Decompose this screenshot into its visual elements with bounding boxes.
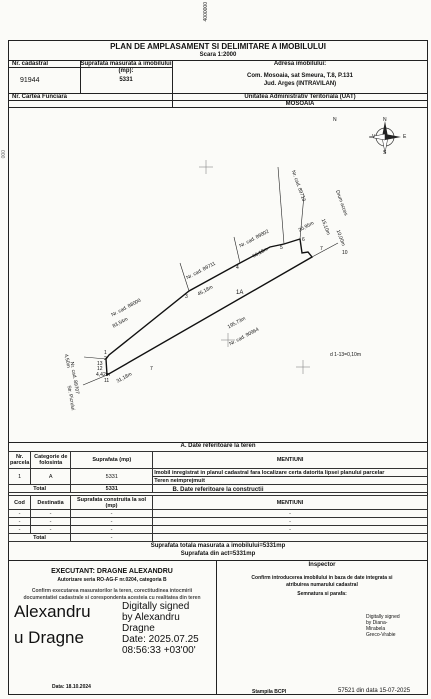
stampila-label: Stampila BCPI: [252, 689, 287, 695]
table-cell: -: [31, 510, 71, 518]
label-drum-acces: Drum acces: [333, 189, 349, 217]
nr-cadastral-label: Nr. cadastral: [12, 61, 49, 67]
label-dist-20-95: 20,95m: [297, 220, 316, 234]
inspector-title: Inspector: [308, 562, 336, 568]
point-13: 13: [97, 361, 103, 367]
grid-crosshair: [199, 160, 213, 174]
point-6: 6: [302, 237, 305, 243]
page-title: PLAN DE AMPLASAMENT SI DELIMITARE A IMOBILULUI: [110, 42, 326, 51]
grid-coordinate-top: 4000000: [203, 2, 209, 22]
parcel-outline: [106, 239, 312, 375]
compass-east-label: E: [403, 134, 407, 140]
label-dist-10-00: 10,00m: [334, 229, 347, 247]
executant-confirm-line1: Confirm executarea masuratorilor la teren, corectitudinea intocmirii: [31, 588, 193, 594]
label-cad-90964: Nr. cad. 90964: [228, 326, 261, 348]
table-cell: -: [31, 526, 71, 534]
table-header: Suprafata construita la sol (mp): [71, 496, 153, 510]
signature-name-line1: Alexandru: [14, 602, 91, 621]
inspector-confirm-line1: Confirm introducerea imobilului in baza de date integrata si: [251, 575, 393, 581]
table-header: Categorie de folosinta: [31, 452, 71, 469]
label-dist-83-54: 83,54m: [111, 316, 130, 330]
label-str-picrului: Str. Picrului: [65, 385, 76, 411]
table-cell: -: [153, 510, 428, 518]
point-1: 1: [104, 350, 107, 356]
label-cad-89707: Nr. cad. 89707: [68, 361, 81, 395]
inspector-signature-label: Semnatura si parafa:: [297, 591, 347, 597]
table-cell: -: [71, 534, 153, 542]
label-dist-45-18: 45,18m: [196, 284, 215, 298]
label-cad-88000: Nr. cad. 88000: [110, 297, 143, 319]
uat-value: MOSOAIA: [285, 101, 315, 107]
total-area-act: Suprafata din act=5331mp: [180, 551, 256, 557]
table-header: Cod: [9, 496, 31, 510]
signature-detail: Dragne: [122, 623, 155, 634]
adresa-line2: Jud. Arges (INTRAVILAN): [263, 81, 337, 87]
total-area-measured: Suprafata totala masurata a imobilului=5331mp: [150, 543, 286, 549]
table-cell: -: [9, 518, 31, 526]
carte-funciara-label: Nr. Cartea Funciara: [12, 94, 68, 100]
point-3: 3: [185, 294, 188, 300]
point-5: 5: [280, 245, 283, 251]
label-dist-15-10: 15,10m: [319, 218, 332, 236]
adresa-line1: Com. Mosoaia, sat Smeura, T.8, P.131: [247, 73, 353, 79]
executant-digital-signature: [14, 600, 214, 668]
suprafata-label: Suprafata masurata a imobilului (mp):: [80, 61, 172, 74]
inspector-confirm-line2: atribuirea numarului cadastral: [286, 582, 358, 588]
compass-north-label: N: [383, 117, 387, 123]
label-dist-31-18: 31,18m: [115, 371, 134, 385]
label-dist-66-18: 66,18m: [251, 246, 270, 260]
table-cell: 5331: [71, 485, 153, 493]
section-b-table: [8, 495, 428, 542]
grid-coordinate-left: 000: [1, 150, 7, 159]
table-cell: -: [153, 518, 428, 526]
table-header: Suprafata (mp): [71, 452, 153, 469]
table-cell: -: [71, 526, 153, 534]
table-cell: [153, 534, 428, 542]
table-cell: -: [71, 518, 153, 526]
executant-autorizare: Autorizare seria RO-AG-F nr.0204, categoria B: [57, 577, 167, 583]
point-7: 7: [320, 246, 323, 252]
label-cad-89713: Nr. cad. 89713: [289, 169, 307, 203]
compass-north: N: [333, 117, 337, 123]
table-cell: -: [153, 526, 428, 534]
point-4: 4: [236, 265, 239, 271]
signature-detail: 08:56:33 +03'00': [122, 645, 196, 656]
grid-crosshair: [296, 360, 310, 374]
executant-confirm-line2: documentatiei cadastrale si corespondenta acesteia cu realitatea din teren: [23, 595, 201, 601]
point-11: 11: [104, 378, 110, 384]
nr-cadastral-value: 91944: [20, 77, 40, 84]
table-cell: Imobil inregistrat in planul cadastral fara localizare certa datorita lipsei planului parcelar: [153, 469, 428, 477]
point-10: 10: [342, 250, 348, 256]
point-2: 2: [104, 356, 107, 362]
compass-south-label: S: [383, 150, 387, 156]
executant-date: Data: 18.10.2024: [52, 684, 91, 690]
executant-title: EXECUTANT: DRAGNE ALEXANDRU: [51, 568, 173, 575]
point-12: 12: [97, 366, 103, 372]
adresa-label: Adresa imobilului:: [273, 61, 327, 67]
signature-detail: Date: 2025.07.25: [122, 634, 199, 645]
table-cell: -: [31, 518, 71, 526]
signature-detail: Digitally signed: [366, 614, 400, 620]
table-cell: -: [71, 510, 153, 518]
registration-footer: 57521 din data 15-07-2025: [338, 688, 411, 694]
section-b-title: B. Date referitoare la constructii: [172, 487, 264, 493]
label-dist-4-50: 4,50m: [62, 353, 72, 369]
table-cell: Teren neimprejmuit: [153, 477, 428, 485]
table-cell: 5331: [71, 469, 153, 485]
tolerance-note: d 1-13=0,10m: [330, 352, 361, 358]
table-header: MENTIUNI: [153, 496, 428, 510]
table-cell: 1: [9, 469, 31, 485]
signature-detail: Mirabela: [366, 626, 386, 632]
suprafata-value: 5331: [119, 77, 133, 83]
signature-detail: Digitally signed: [122, 601, 190, 612]
table-cell: Total: [9, 485, 71, 493]
label-dist-195-73: 195,73m: [226, 315, 247, 331]
table-cell: Total: [9, 534, 71, 542]
inspector-digital-signature: [366, 614, 426, 638]
uat-label: Unitatea Administrativ Teritoriala (UAT): [244, 94, 356, 100]
compass-west-label: V: [372, 134, 376, 140]
label-dist-7: 7: [150, 366, 153, 372]
signature-detail: by Alexandru: [122, 612, 180, 623]
table-header: Nr. parcela: [9, 452, 31, 469]
scale-label: Scara 1:2000: [199, 52, 237, 58]
label-dist-4-42: 4,42m: [96, 372, 110, 378]
section-a-title: A. Date referitoare la teren: [180, 443, 256, 449]
table-header: MENTIUNI: [153, 452, 428, 469]
label-cad-89802: Nr. cad. 89802: [238, 228, 271, 250]
parcel-label-1a: 1A: [236, 290, 244, 296]
signature-detail: Greco-Vrabie: [366, 632, 396, 638]
table-cell: -: [9, 510, 31, 518]
signature-detail: by Diana-: [366, 620, 388, 626]
table-cell: A: [31, 469, 71, 485]
table-cell: -: [9, 526, 31, 534]
table-header: Destinatia: [31, 496, 71, 510]
label-cad-89711: Nr. cad. 89711: [185, 260, 217, 282]
signature-name-line2: u Dragne: [14, 628, 84, 647]
divider: [8, 560, 428, 561]
